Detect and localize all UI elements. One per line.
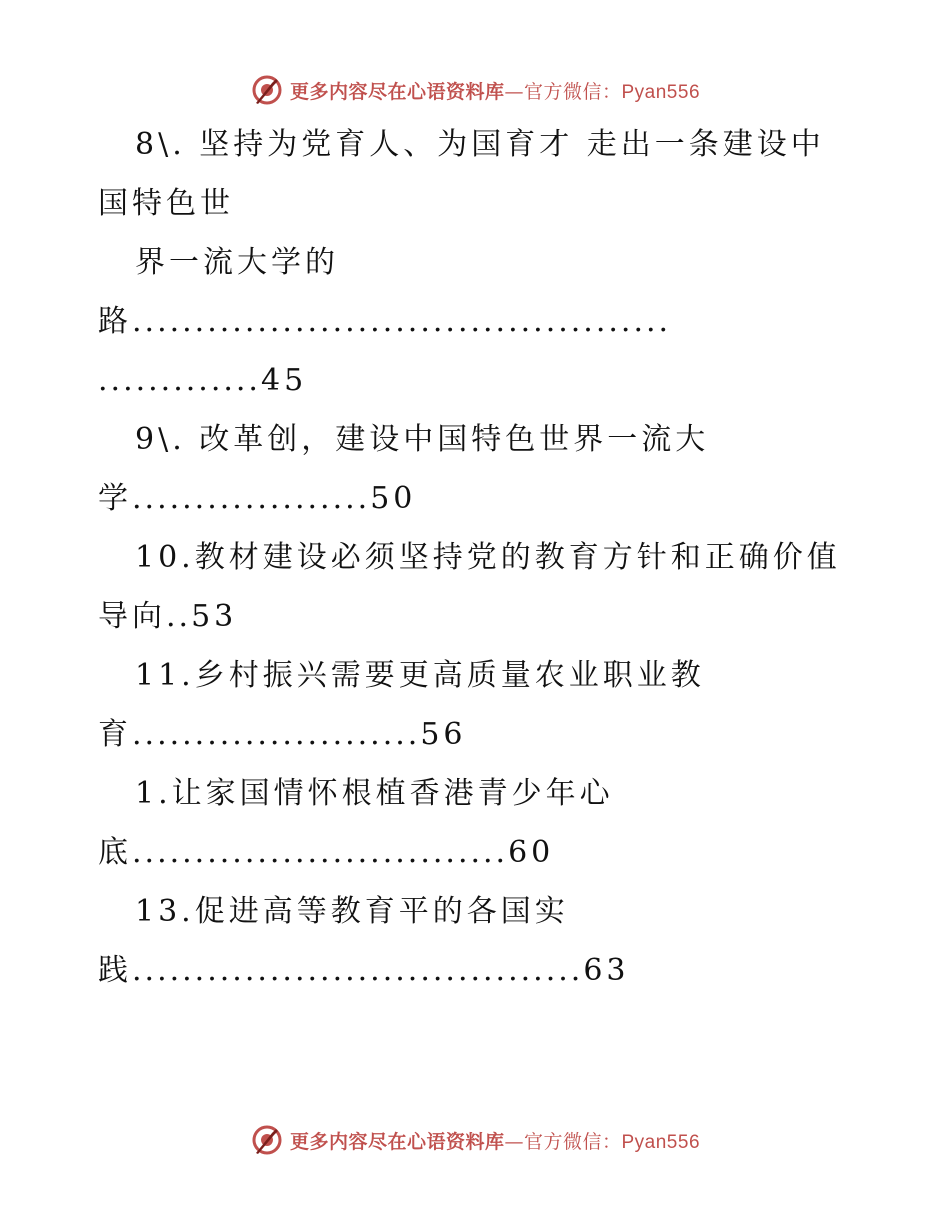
page-number: 63 bbox=[583, 953, 630, 988]
pen-logo-icon bbox=[250, 1123, 284, 1157]
page-number: 56 bbox=[420, 717, 467, 752]
toc-title-line: 国特色世 bbox=[98, 186, 234, 221]
page-number: 60 bbox=[508, 835, 555, 870]
leader-dots: ........................................... bbox=[132, 304, 672, 339]
page-number: 53 bbox=[191, 599, 238, 634]
toc-title-line: 8\. 坚持为党育人、为国育才 走出一条建设中 bbox=[135, 127, 825, 162]
page-number: 45 bbox=[260, 363, 308, 398]
leader-dots: ....................... bbox=[132, 717, 421, 752]
toc-leader-line: 学...................50 bbox=[98, 481, 417, 516]
toc-title-line: 界一流大学的 bbox=[135, 245, 339, 280]
header-banner-text: 更多内容尽在心语资料库—官方微信：Pyan556 bbox=[289, 80, 701, 103]
page-number: 50 bbox=[370, 481, 417, 516]
toc-leader-line bbox=[98, 363, 307, 399]
leader-dots: .................................... bbox=[132, 953, 584, 988]
toc-title-line: 13.促进高等教育平的各国实 bbox=[135, 894, 569, 929]
leader-dots: .. bbox=[166, 599, 192, 634]
toc-leader-line: 践....................................63 bbox=[98, 953, 630, 988]
footer-banner bbox=[0, 1120, 950, 1160]
leader-dots: ................... bbox=[132, 481, 371, 516]
toc-title-line: 1.让家国情怀根植香港青少年心 bbox=[135, 776, 614, 811]
toc-leader-line: 导向..53 bbox=[98, 599, 238, 634]
toc-leader-line: 底..............................60 bbox=[98, 835, 555, 870]
footer-banner-text: 更多内容尽在心语资料库—官方微信：Pyan556 bbox=[289, 1130, 701, 1153]
toc-title-line: 11.乡村振兴需要更高质量农业职业教 bbox=[135, 658, 705, 693]
toc-leader-line: 育.......................56 bbox=[98, 717, 467, 752]
toc-title-line: 9\. 改革创，建设中国特色世界一流大 bbox=[135, 422, 710, 457]
toc-title-line: 10.教材建设必须坚持党的教育方针和正确价值 bbox=[135, 540, 841, 575]
toc-leader-line: 路........................................... bbox=[98, 304, 672, 339]
leader-dots: .............................. bbox=[132, 835, 509, 870]
header-banner bbox=[0, 70, 950, 110]
leader-dots: ............. bbox=[98, 363, 261, 398]
pen-logo-icon bbox=[250, 73, 284, 107]
